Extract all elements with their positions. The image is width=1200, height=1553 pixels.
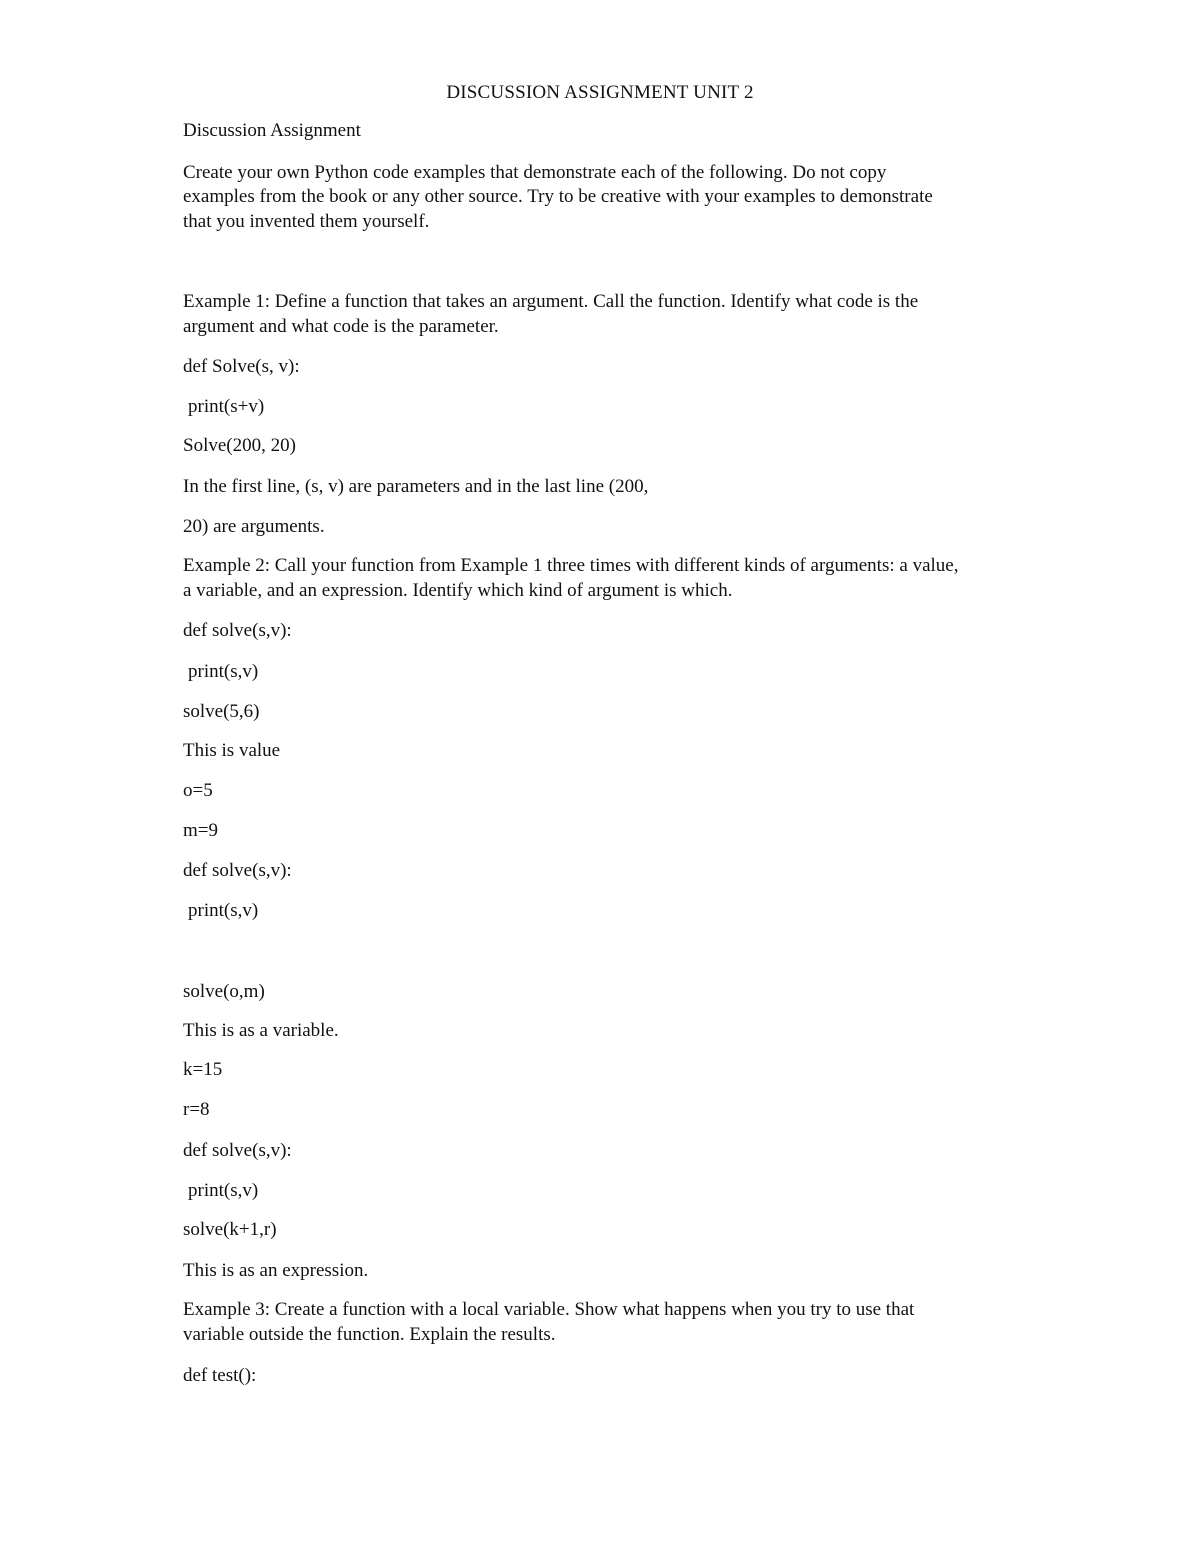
example2-code-line: o=5 bbox=[183, 780, 213, 801]
example2-note: This is value bbox=[183, 740, 281, 761]
example1-explanation-line: In the first line, (s, v) are parameters and in the last line (200, bbox=[183, 476, 649, 497]
example2-code-line: solve(k+1,r) bbox=[183, 1219, 277, 1240]
example2-code-line: solve(5,6) bbox=[183, 701, 260, 722]
example3-prompt-line: variable outside the function. Explain the results. bbox=[183, 1324, 556, 1345]
example2-code-line: m=9 bbox=[183, 820, 218, 841]
document-subtitle: Discussion Assignment bbox=[183, 120, 361, 141]
example1-explanation-line: 20) are arguments. bbox=[183, 516, 325, 537]
example3-code-line: def test(): bbox=[183, 1365, 257, 1386]
example2-code-line: print(s,v) bbox=[188, 661, 259, 682]
example2-code-line: r=8 bbox=[183, 1099, 210, 1120]
example2-code-line: def solve(s,v): bbox=[183, 860, 292, 881]
intro-line: examples from the book or any other source. Try to be creative with your examples to demonstrate bbox=[183, 186, 933, 207]
example3-prompt-line: Example 3: Create a function with a local variable. Show what happens when you try to use that bbox=[183, 1299, 915, 1320]
example2-code-line: def solve(s,v): bbox=[183, 620, 292, 641]
example2-code-line: k=15 bbox=[183, 1059, 223, 1080]
intro-line: that you invented them yourself. bbox=[183, 211, 430, 232]
example2-note: This is as a variable. bbox=[183, 1020, 339, 1041]
example2-code-line: print(s,v) bbox=[188, 900, 259, 921]
example2-note: This is as an expression. bbox=[183, 1260, 369, 1281]
example1-prompt-line: argument and what code is the parameter. bbox=[183, 316, 499, 337]
example1-prompt-line: Example 1: Define a function that takes an argument. Call the function. Identify what code is the bbox=[183, 291, 919, 312]
example1-code-line: def Solve(s, v): bbox=[183, 356, 300, 377]
document-title: DISCUSSION ASSIGNMENT UNIT 2 bbox=[446, 82, 754, 103]
example2-prompt-line: Example 2: Call your function from Example 1 three times with different kinds of arguments: a value, bbox=[183, 555, 959, 576]
example1-code-line: Solve(200, 20) bbox=[183, 435, 296, 456]
example2-code-line: print(s,v) bbox=[188, 1180, 259, 1201]
intro-line: Create your own Python code examples that demonstrate each of the following. Do not copy bbox=[183, 162, 887, 183]
example2-code-line: solve(o,m) bbox=[183, 981, 265, 1002]
example2-prompt-line: a variable, and an expression. Identify which kind of argument is which. bbox=[183, 580, 733, 601]
example2-code-line: def solve(s,v): bbox=[183, 1140, 292, 1161]
example1-code-line: print(s+v) bbox=[188, 396, 265, 417]
